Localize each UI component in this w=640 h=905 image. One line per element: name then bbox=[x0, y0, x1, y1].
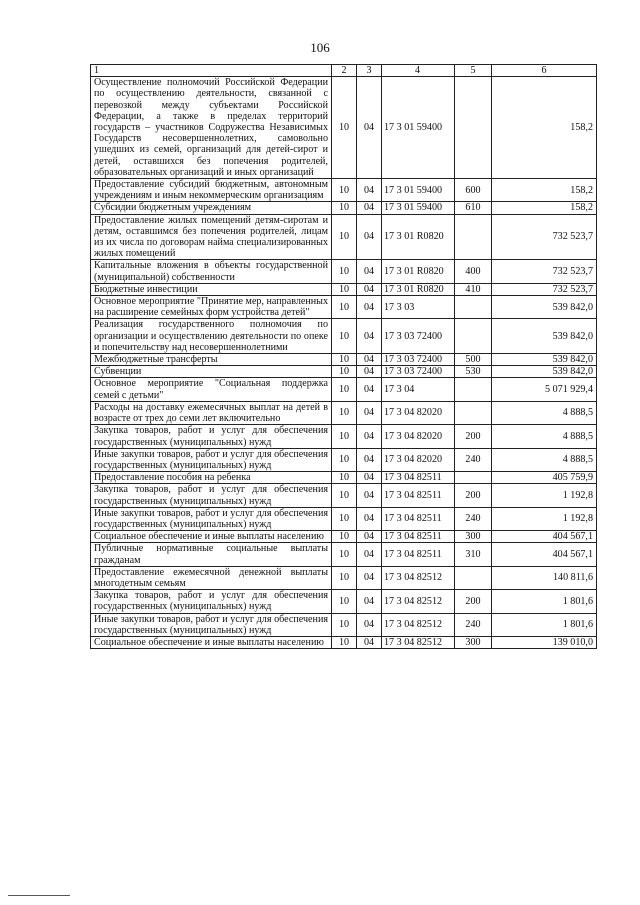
column-header: 4 bbox=[382, 65, 455, 77]
page-number: 106 bbox=[310, 40, 330, 55]
target-article-code: 17 3 01 59400 bbox=[382, 179, 455, 202]
row-description: Публичные нормативные социальные выплаты гражданам bbox=[91, 543, 332, 566]
table-row bbox=[91, 319, 597, 354]
table-row bbox=[91, 77, 597, 179]
subsection-code: 04 bbox=[357, 319, 382, 354]
subsection-code: 04 bbox=[357, 378, 382, 401]
target-article-code: 17 3 04 82511 bbox=[382, 472, 455, 484]
table-row bbox=[91, 260, 597, 283]
subsection-code: 04 bbox=[357, 543, 382, 566]
target-article-code: 17 3 04 82020 bbox=[382, 425, 455, 448]
expense-type-code: 300 bbox=[455, 636, 492, 648]
row-description: Бюджетные инвестиции bbox=[91, 283, 332, 295]
amount-value: 1 192,8 bbox=[492, 507, 597, 530]
row-description: Социальное обеспечение и иные выплаты населению bbox=[91, 531, 332, 543]
subsection-code: 04 bbox=[357, 472, 382, 484]
amount-value: 139 010,0 bbox=[492, 636, 597, 648]
section-code: 10 bbox=[332, 283, 357, 295]
section-code: 10 bbox=[332, 472, 357, 484]
target-article-code: 17 3 01 R0820 bbox=[382, 283, 455, 295]
column-header: 3 bbox=[357, 65, 382, 77]
expense-type-code bbox=[455, 566, 492, 589]
table-row bbox=[91, 378, 597, 401]
row-description: Предоставление ежемесячной денежной выплаты многодетным семьям bbox=[91, 566, 332, 589]
section-code: 10 bbox=[332, 590, 357, 613]
section-code: 10 bbox=[332, 77, 357, 179]
subsection-code: 04 bbox=[357, 590, 382, 613]
table-row bbox=[91, 425, 597, 448]
table-row bbox=[91, 636, 597, 648]
row-description: Межбюджетные трансферты bbox=[91, 354, 332, 366]
target-article-code: 17 3 04 82511 bbox=[382, 531, 455, 543]
target-article-code: 17 3 04 82511 bbox=[382, 484, 455, 507]
row-description: Закупка товаров, работ и услуг для обеспечения государственных (муниципальных) нужд bbox=[91, 425, 332, 448]
expense-type-code: 310 bbox=[455, 543, 492, 566]
subsection-code: 04 bbox=[357, 507, 382, 530]
expense-type-code bbox=[455, 378, 492, 401]
expense-type-code bbox=[455, 319, 492, 354]
target-article-code: 17 3 03 72400 bbox=[382, 366, 455, 378]
subsection-code: 04 bbox=[357, 77, 382, 179]
amount-value: 158,2 bbox=[492, 202, 597, 214]
target-article-code: 17 3 03 bbox=[382, 296, 455, 319]
expense-type-code bbox=[455, 472, 492, 484]
table-header-row bbox=[91, 65, 597, 77]
subsection-code: 04 bbox=[357, 202, 382, 214]
table-row bbox=[91, 484, 597, 507]
amount-value: 4 888,5 bbox=[492, 425, 597, 448]
subsection-code: 04 bbox=[357, 366, 382, 378]
subsection-code: 04 bbox=[357, 636, 382, 648]
expense-type-code: 300 bbox=[455, 531, 492, 543]
row-description: Реализация государственного полномочия по организации и осуществлению деятельности по опеке и попечительству над несовершеннолетними bbox=[91, 319, 332, 354]
target-article-code: 17 3 01 59400 bbox=[382, 77, 455, 179]
table-row bbox=[91, 401, 597, 424]
subsection-code: 04 bbox=[357, 214, 382, 260]
section-code: 10 bbox=[332, 543, 357, 566]
row-description: Предоставление субсидий бюджетным, автономным учреждениям и иным некоммерческим организациям bbox=[91, 179, 332, 202]
row-description: Капитальные вложения в объекты государственной (муниципальной) собственности bbox=[91, 260, 332, 283]
subsection-code: 04 bbox=[357, 296, 382, 319]
amount-value: 4 888,5 bbox=[492, 448, 597, 471]
amount-value: 404 567,1 bbox=[492, 531, 597, 543]
table-row bbox=[91, 179, 597, 202]
amount-value: 158,2 bbox=[492, 179, 597, 202]
subsection-code: 04 bbox=[357, 613, 382, 636]
amount-value: 732 523,7 bbox=[492, 260, 597, 283]
table-row bbox=[91, 566, 597, 589]
subsection-code: 04 bbox=[357, 401, 382, 424]
section-code: 10 bbox=[332, 260, 357, 283]
target-article-code: 17 3 04 82512 bbox=[382, 566, 455, 589]
section-code: 10 bbox=[332, 202, 357, 214]
table-row bbox=[91, 590, 597, 613]
subsection-code: 04 bbox=[357, 283, 382, 295]
section-code: 10 bbox=[332, 378, 357, 401]
table-row bbox=[91, 543, 597, 566]
subsection-code: 04 bbox=[357, 484, 382, 507]
row-description: Предоставление жилых помещений детям-сиротам и детям, оставшимся без попечения родителей, лицам из их числа по договорам найма специализированных жилых помещений bbox=[91, 214, 332, 260]
table-row bbox=[91, 472, 597, 484]
expense-type-code: 410 bbox=[455, 283, 492, 295]
expense-type-code bbox=[455, 77, 492, 179]
section-code: 10 bbox=[332, 507, 357, 530]
expense-type-code: 530 bbox=[455, 366, 492, 378]
target-article-code: 17 3 03 72400 bbox=[382, 354, 455, 366]
target-article-code: 17 3 04 82512 bbox=[382, 590, 455, 613]
row-description: Расходы на доставку ежемесячных выплат на детей в возрасте от трех до семи лет включительно bbox=[91, 401, 332, 424]
amount-value: 539 842,0 bbox=[492, 319, 597, 354]
expense-type-code: 240 bbox=[455, 448, 492, 471]
section-code: 10 bbox=[332, 566, 357, 589]
target-article-code: 17 3 04 82511 bbox=[382, 507, 455, 530]
row-description: Иные закупки товаров, работ и услуг для обеспечения государственных (муниципальных) нужд bbox=[91, 448, 332, 471]
section-code: 10 bbox=[332, 531, 357, 543]
row-description: Иные закупки товаров, работ и услуг для обеспечения государственных (муниципальных) нужд bbox=[91, 613, 332, 636]
footer-rule bbox=[8, 895, 70, 896]
row-description: Субвенции bbox=[91, 366, 332, 378]
subsection-code: 04 bbox=[357, 179, 382, 202]
expense-type-code bbox=[455, 214, 492, 260]
subsection-code: 04 bbox=[357, 566, 382, 589]
target-article-code: 17 3 04 82020 bbox=[382, 401, 455, 424]
table-row bbox=[91, 507, 597, 530]
table-row bbox=[91, 354, 597, 366]
column-header: 5 bbox=[455, 65, 492, 77]
amount-value: 1 192,8 bbox=[492, 484, 597, 507]
table-row bbox=[91, 214, 597, 260]
section-code: 10 bbox=[332, 319, 357, 354]
subsection-code: 04 bbox=[357, 354, 382, 366]
amount-value: 1 801,6 bbox=[492, 590, 597, 613]
target-article-code: 17 3 04 82512 bbox=[382, 613, 455, 636]
expense-type-code: 240 bbox=[455, 507, 492, 530]
subsection-code: 04 bbox=[357, 531, 382, 543]
target-article-code: 17 3 04 82020 bbox=[382, 448, 455, 471]
amount-value: 404 567,1 bbox=[492, 543, 597, 566]
target-article-code: 17 3 04 82511 bbox=[382, 543, 455, 566]
row-description: Иные закупки товаров, работ и услуг для обеспечения государственных (муниципальных) нужд bbox=[91, 507, 332, 530]
subsection-code: 04 bbox=[357, 425, 382, 448]
section-code: 10 bbox=[332, 366, 357, 378]
amount-value: 158,2 bbox=[492, 77, 597, 179]
row-description: Социальное обеспечение и иные выплаты населению bbox=[91, 636, 332, 648]
amount-value: 732 523,7 bbox=[492, 214, 597, 260]
expense-type-code: 200 bbox=[455, 484, 492, 507]
expense-type-code: 600 bbox=[455, 179, 492, 202]
row-description: Закупка товаров, работ и услуг для обеспечения государственных (муниципальных) нужд bbox=[91, 484, 332, 507]
row-description: Субсидии бюджетным учреждениям bbox=[91, 202, 332, 214]
expense-type-code: 610 bbox=[455, 202, 492, 214]
subsection-code: 04 bbox=[357, 260, 382, 283]
section-code: 10 bbox=[332, 425, 357, 448]
target-article-code: 17 3 04 82512 bbox=[382, 636, 455, 648]
budget-table bbox=[90, 64, 597, 649]
expense-type-code: 240 bbox=[455, 613, 492, 636]
section-code: 10 bbox=[332, 401, 357, 424]
table-row bbox=[91, 366, 597, 378]
amount-value: 405 759,9 bbox=[492, 472, 597, 484]
expense-type-code bbox=[455, 401, 492, 424]
amount-value: 4 888,5 bbox=[492, 401, 597, 424]
target-article-code: 17 3 01 R0820 bbox=[382, 260, 455, 283]
amount-value: 539 842,0 bbox=[492, 296, 597, 319]
amount-value: 140 811,6 bbox=[492, 566, 597, 589]
amount-value: 1 801,6 bbox=[492, 613, 597, 636]
table-row bbox=[91, 531, 597, 543]
subsection-code: 04 bbox=[357, 448, 382, 471]
section-code: 10 bbox=[332, 448, 357, 471]
section-code: 10 bbox=[332, 214, 357, 260]
target-article-code: 17 3 03 72400 bbox=[382, 319, 455, 354]
expense-type-code: 200 bbox=[455, 590, 492, 613]
amount-value: 732 523,7 bbox=[492, 283, 597, 295]
row-description: Основное мероприятие "Социальная поддержка семей с детьми" bbox=[91, 378, 332, 401]
amount-value: 5 071 929,4 bbox=[492, 378, 597, 401]
column-header: 2 bbox=[332, 65, 357, 77]
table-row bbox=[91, 283, 597, 295]
target-article-code: 17 3 01 R0820 bbox=[382, 214, 455, 260]
target-article-code: 17 3 01 59400 bbox=[382, 202, 455, 214]
section-code: 10 bbox=[332, 484, 357, 507]
section-code: 10 bbox=[332, 296, 357, 319]
column-header: 6 bbox=[492, 65, 597, 77]
section-code: 10 bbox=[332, 636, 357, 648]
section-code: 10 bbox=[332, 179, 357, 202]
table-row bbox=[91, 202, 597, 214]
section-code: 10 bbox=[332, 354, 357, 366]
column-header: 1 bbox=[91, 65, 332, 77]
table-row bbox=[91, 448, 597, 471]
row-description: Предоставление пособия на ребенка bbox=[91, 472, 332, 484]
expense-type-code: 400 bbox=[455, 260, 492, 283]
target-article-code: 17 3 04 bbox=[382, 378, 455, 401]
expense-type-code: 500 bbox=[455, 354, 492, 366]
section-code: 10 bbox=[332, 613, 357, 636]
row-description: Закупка товаров, работ и услуг для обеспечения государственных (муниципальных) нужд bbox=[91, 590, 332, 613]
expense-type-code bbox=[455, 296, 492, 319]
expense-type-code: 200 bbox=[455, 425, 492, 448]
amount-value: 539 842,0 bbox=[492, 366, 597, 378]
row-description: Осуществление полномочий Российской Федерации по осуществлению деятельности, связанной с перевозкой между субъектами Российской Федерации, а также в пределах территорий государств – участников Содружества Независимых Государств несовершеннолетних, самовольно ушедших из семей, организаций для детей-сирот и детей, оставшихся без попечения родителей, образовательных организаций и иных организаций bbox=[91, 77, 332, 179]
amount-value: 539 842,0 bbox=[492, 354, 597, 366]
table-row bbox=[91, 296, 597, 319]
table-row bbox=[91, 613, 597, 636]
row-description: Основное мероприятие "Принятие мер, направленных на расширение семейных форм устройства детей" bbox=[91, 296, 332, 319]
